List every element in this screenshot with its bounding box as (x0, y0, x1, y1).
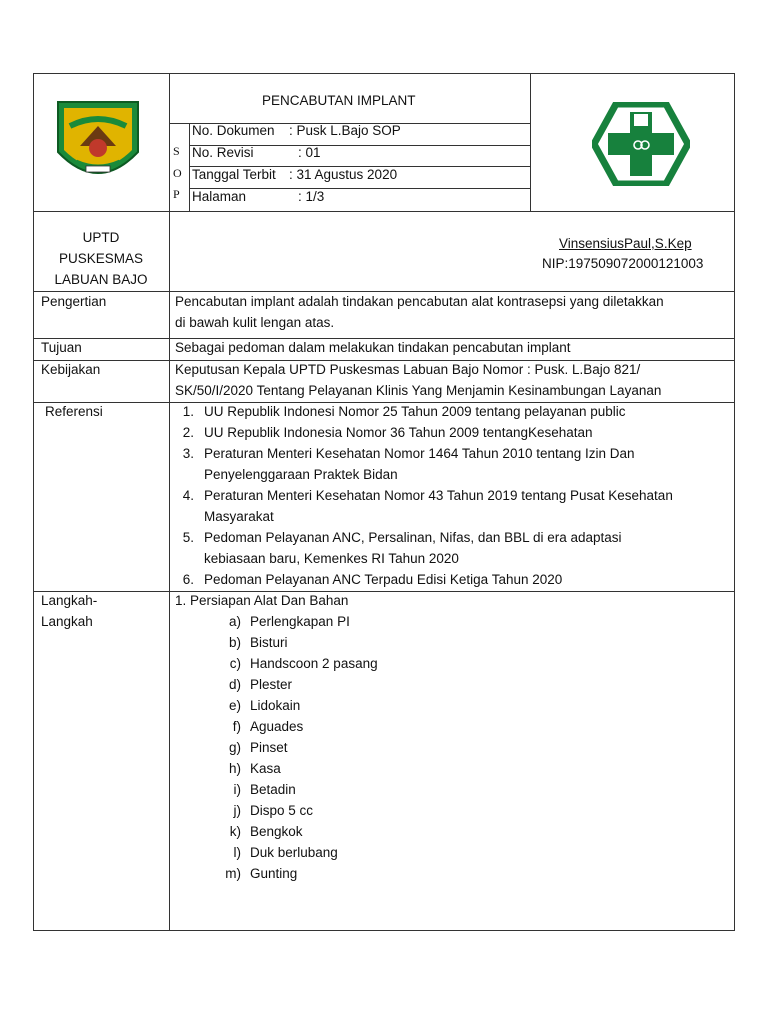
equipment-letter: f) (232, 719, 241, 734)
referensi-number: 6. (182, 572, 194, 587)
equipment-item: Kasa (250, 761, 281, 776)
table-divider (169, 73, 170, 931)
equipment-item: Dispo 5 cc (250, 803, 314, 818)
equipment-letter: e) (228, 698, 241, 713)
row-label-kebijakan: Kebijakan (41, 362, 101, 377)
referensi-text: Pedoman Pelayanan ANC Terpadu Edisi Ketiga Tahun 2020 (204, 572, 563, 587)
equipment-item: Gunting (250, 866, 298, 881)
regency-seal-logo (50, 96, 146, 184)
row-label-tujuan: Tujuan (41, 340, 82, 355)
equipment-item: Lidokain (250, 698, 301, 713)
meta-value: : Pusk L.Bajo SOP (289, 123, 401, 138)
referensi-text: Peraturan Menteri Kesehatan Nomor 43 Tahun 2019 tentang Pusat Kesehatan (204, 488, 673, 503)
equipment-item: Pinset (250, 740, 288, 755)
puskesmas-health-logo (592, 102, 690, 186)
equipment-item: Bisturi (250, 635, 288, 650)
meta-label: Halaman (192, 189, 247, 204)
equipment-item: Bengkok (250, 824, 303, 839)
referensi-number: 5. (182, 530, 194, 545)
meta-label: Tanggal Terbit (192, 167, 276, 182)
referensi-text: Pedoman Pelayanan ANC, Persalinan, Nifas, dan BBL di era adaptasi (204, 530, 622, 545)
equipment-item: Duk berlubang (250, 845, 338, 860)
document-title: PENCABUTAN IMPLANT (262, 93, 416, 108)
equipment-item: Perlengkapan PI (250, 614, 350, 629)
table-divider (530, 73, 531, 211)
table-divider (33, 338, 735, 339)
sop-letter: O (173, 166, 182, 180)
referensi-text: UU Republik Indonesi Nomor 25 Tahun 2009 tentang pelayanan public (204, 404, 626, 419)
table-divider (33, 402, 735, 403)
equipment-item: Handscoon 2 pasang (250, 656, 378, 671)
row-label-pengertian: Pengertian (41, 294, 107, 309)
equipment-letter: c) (229, 656, 241, 671)
step-title: 1. Persiapan Alat Dan Bahan (175, 593, 349, 608)
equipment-letter: h) (228, 761, 241, 776)
equipment-item: Plester (250, 677, 293, 692)
sop-letter: P (173, 187, 180, 201)
signer-nip: NIP:197509072000121003 (542, 256, 704, 271)
row-label-referensi: Referensi (45, 404, 103, 419)
equipment-letter: j) (233, 803, 241, 818)
pengertian-text: di bawah kulit lengan atas. (175, 315, 335, 330)
equipment-letter: i) (233, 782, 241, 797)
row-label-langkah: Langkah (41, 614, 93, 629)
equipment-item: Betadin (250, 782, 296, 797)
table-divider (33, 211, 735, 212)
meta-label: No. Revisi (192, 145, 254, 160)
meta-value: : 31 Agustus 2020 (289, 167, 398, 182)
meta-value: : 1/3 (298, 189, 325, 204)
kebijakan-text: SK/50/I/2020 Tentang Pelayanan Klinis Yang Menjamin Kesinambungan Layanan (175, 383, 662, 398)
equipment-item: Aguades (250, 719, 304, 734)
referensi-number: 2. (182, 425, 194, 440)
referensi-number: 3. (182, 446, 194, 461)
equipment-letter: a) (228, 614, 241, 629)
equipment-letter: g) (228, 740, 241, 755)
equipment-letter: d) (228, 677, 241, 692)
referensi-text: kebiasaan baru, Kemenkes RI Tahun 2020 (204, 551, 459, 566)
table-divider (189, 123, 190, 211)
referensi-number: 4. (182, 488, 194, 503)
referensi-text: UU Republik Indonesia Nomor 36 Tahun 2009 tentangKesehatan (204, 425, 593, 440)
table-divider (33, 360, 735, 361)
equipment-letter: l) (233, 845, 241, 860)
org-name-line: LABUAN BAJO (54, 272, 148, 287)
referensi-number: 1. (182, 404, 194, 419)
equipment-letter: m) (225, 866, 241, 881)
org-name-line: UPTD (82, 230, 120, 245)
kebijakan-text: Keputusan Kepala UPTD Puskesmas Labuan Bajo Nomor : Pusk. L.Bajo 821/ (175, 362, 641, 377)
pengertian-text: Pencabutan implant adalah tindakan pencabutan alat kontrasepsi yang diletakkan (175, 294, 664, 309)
org-name-line: PUSKESMAS (58, 251, 144, 266)
table-divider (33, 291, 735, 292)
tujuan-text: Sebagai pedoman dalam melakukan tindakan pencabutan implant (175, 340, 571, 355)
meta-value: : 01 (298, 145, 321, 160)
row-label-langkah: Langkah- (41, 593, 98, 608)
signer-name: VinsensiusPaul,S.Kep (559, 236, 692, 251)
equipment-letter: b) (228, 635, 241, 650)
referensi-text: Masyarakat (204, 509, 274, 524)
referensi-text: Peraturan Menteri Kesehatan Nomor 1464 Tahun 2010 tentang Izin Dan (204, 446, 635, 461)
equipment-letter: k) (229, 824, 241, 839)
meta-label: No. Dokumen (192, 123, 275, 138)
referensi-text: Penyelenggaraan Praktek Bidan (204, 467, 398, 482)
sop-letter: S (173, 144, 180, 158)
table-divider (33, 591, 735, 592)
